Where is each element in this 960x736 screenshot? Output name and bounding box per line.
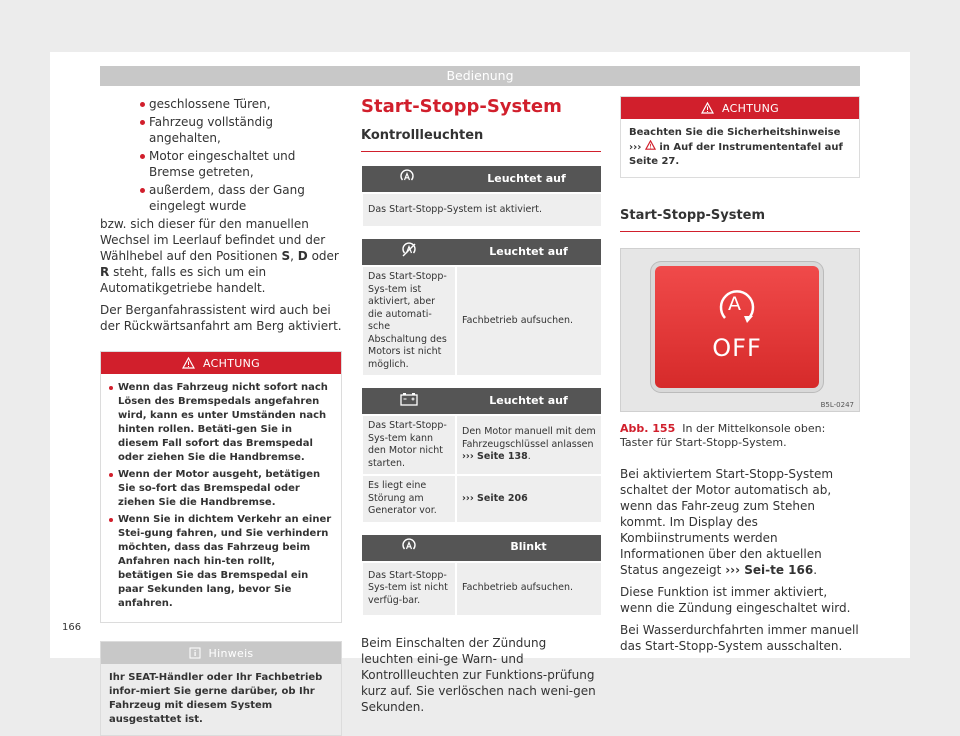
warning-triangle-icon (182, 357, 195, 369)
table-cell-action (456, 415, 601, 475)
section-title: Start-Stopp-System (620, 204, 860, 232)
hint-box (100, 641, 342, 736)
table-cell-cause: Das Start-Stopp-Sys-tem kann den Motor nicht starten. (362, 415, 456, 475)
indicator-table (361, 388, 601, 522)
section-subtitle: Kontrollleuchten (361, 124, 601, 152)
info-icon (189, 647, 201, 659)
warning-item: Wenn Sie in dichtem Verkehr an einer Stei-gung fahren, und Sie verhindern möchten, dass das Fahrzeug beim Anfahren nach hin-ten rollt, betätigen Sie das Bremspedal ein paar Sekunden lang, bevor Sie anfahren. (109, 513, 333, 611)
page-reference-link[interactable]: ››› Sei-te 166 (725, 563, 814, 577)
warning-box (620, 96, 860, 178)
continuation-end: steht, falls es sich um ein Automatikgetriebe handelt. (100, 265, 267, 295)
page-reference-link[interactable]: ››› Seite 138 (462, 451, 528, 463)
indicator-table (361, 239, 601, 375)
page-number: 166 (62, 622, 82, 633)
warning-title: ACHTUNG (203, 356, 260, 370)
warning-item: Wenn das Fahrzeug nicht sofort nach Lösen des Bremspedals angefahren wird, kann es unter Umständen nach hinten rollen. Betäti-gen Sie in diesem Fall sofort das Bremspedal oder ziehen Sie die Handbremse. (109, 381, 333, 465)
table-cell-action: Fachbetrieb aufsuchen. (456, 562, 601, 615)
page-reference-link[interactable]: ››› (629, 142, 642, 153)
list-item: Fahrzeug vollständig angehalten, (140, 114, 342, 146)
section-title: Start-Stopp-System (361, 96, 562, 117)
indicator-table (361, 535, 601, 615)
indicator-cell (362, 166, 452, 193)
warning-header (621, 97, 859, 119)
table-cell-cause: Das Start-Stopp-Sys-tem ist aktiviert, aber die automati-sche Abschaltung des Motors ist nicht möglich. (362, 266, 456, 375)
battery-icon (400, 392, 418, 406)
indicator-status: Blinkt (456, 535, 601, 562)
figure (620, 248, 860, 412)
warning-header (101, 352, 341, 374)
continuation-text: bzw. sich dieser für den manuellen Wechsel im Leerlauf befindet und der Wählhebel auf den Positionen (100, 217, 326, 263)
paragraph: Beim Einschalten der Zündung leuchten eini-ge Warn- und Kontrollleuchten zur Funktions-prüfung kurz auf. Sie verlöschen nach weni-gen Sekunden. (361, 635, 596, 714)
indicator-table (361, 166, 601, 226)
warning-triangle-icon (645, 140, 656, 150)
start-stop-icon (401, 538, 417, 554)
warning-title: ACHTUNG (722, 101, 779, 115)
indicator-status: Leuchtet auf (452, 166, 601, 193)
table-cell-cause: Es liegt eine Störung am Generator vor. (362, 475, 456, 522)
warning-box (100, 351, 342, 623)
indicator-status: Leuchtet auf (456, 388, 601, 415)
hint-title: Hinweis (208, 646, 254, 660)
indicator-cell (362, 535, 456, 562)
indicator-status: Leuchtet auf (456, 239, 601, 266)
gear-s: S (281, 249, 291, 263)
comma: , (290, 249, 294, 263)
condition-list (100, 96, 342, 214)
warning-body (621, 119, 859, 177)
warning-text-end: in Auf der Instrumententafel auf Seite 27. (629, 142, 843, 167)
punctuation: . (527, 451, 531, 463)
warning-triangle-icon (701, 102, 714, 114)
warning-body (101, 374, 341, 622)
paragraph-text: Bei aktiviertem Start-Stopp-System schaltet der Motor automatisch ab, wenn das Fahr-zeug zum Stehen kommt. Im Display des Kombiinstruments werden Informationen über den aktuellen Status angezeigt (620, 467, 834, 577)
table-cell-cause: Das Start-Stopp-Sys-tem ist nicht verfüg-bar. (362, 562, 456, 615)
column-middle (361, 96, 601, 715)
paragraph: Bei Wasserdurchfahrten immer manuell das Start-Stopp-System ausschalten. (620, 623, 859, 653)
column-right (620, 96, 860, 654)
start-stop-icon (399, 169, 415, 185)
hint-body: Ihr SEAT-Händler oder Ihr Fachbetrieb infor-miert Sie gerne darüber, ob Ihr Fahrzeug mit diesem System ausgestattet ist. (109, 672, 323, 725)
list-item: Motor eingeschaltet und Bremse getreten, (140, 148, 342, 180)
warning-item: Wenn der Motor ausgeht, betätigen Sie so-fort das Bremspedal oder ziehen Sie die Handbremse. (109, 468, 333, 510)
action-text: Den Motor manuell mit dem Fahrzeugschlüssel anlassen (462, 426, 596, 450)
paragraph: Der Berganfahrassistent wird auch bei der Rückwärtsanfahrt am Berg aktiviert. (100, 303, 342, 333)
table-cell-action: Fachbetrieb aufsuchen. (456, 266, 601, 375)
button-symbol: A (728, 293, 741, 315)
start-stop-crossed-icon (400, 242, 418, 258)
oder-text: oder (311, 249, 339, 263)
list-item: geschlossene Türen, (140, 96, 342, 112)
punctuation: . (813, 563, 818, 577)
table-cell: Das Start-Stopp-System ist aktiviert. (362, 193, 601, 226)
indicator-cell (362, 388, 456, 415)
hint-header (101, 642, 341, 664)
list-item: außerdem, dass der Gang eingelegt wurde (140, 182, 342, 214)
gear-r: R (100, 265, 110, 279)
column-left (100, 96, 342, 736)
indicator-cell (362, 239, 456, 266)
figure-code: B5L-0247 (820, 401, 854, 409)
table-cell-action (456, 475, 601, 522)
paragraph (620, 466, 860, 578)
gear-d: D (297, 249, 308, 263)
start-stop-button (655, 266, 819, 388)
page-header: Bedienung (100, 66, 860, 86)
bullet-continuation (100, 216, 342, 296)
warning-text: Beachten Sie die Sicherheitshinweise (629, 127, 841, 138)
paragraph: Diese Funktion ist immer aktiviert, wenn die Zündung eingeschaltet wird. (620, 585, 851, 615)
page-reference-link[interactable]: ››› Seite 206 (462, 492, 528, 504)
button-label: OFF (712, 334, 762, 362)
figure-caption (620, 422, 860, 450)
caption-text: In der Mittelkonsole oben: Taster für Start-Stopp-System. (620, 422, 826, 449)
figure-label: Abb. 155 (620, 422, 676, 435)
